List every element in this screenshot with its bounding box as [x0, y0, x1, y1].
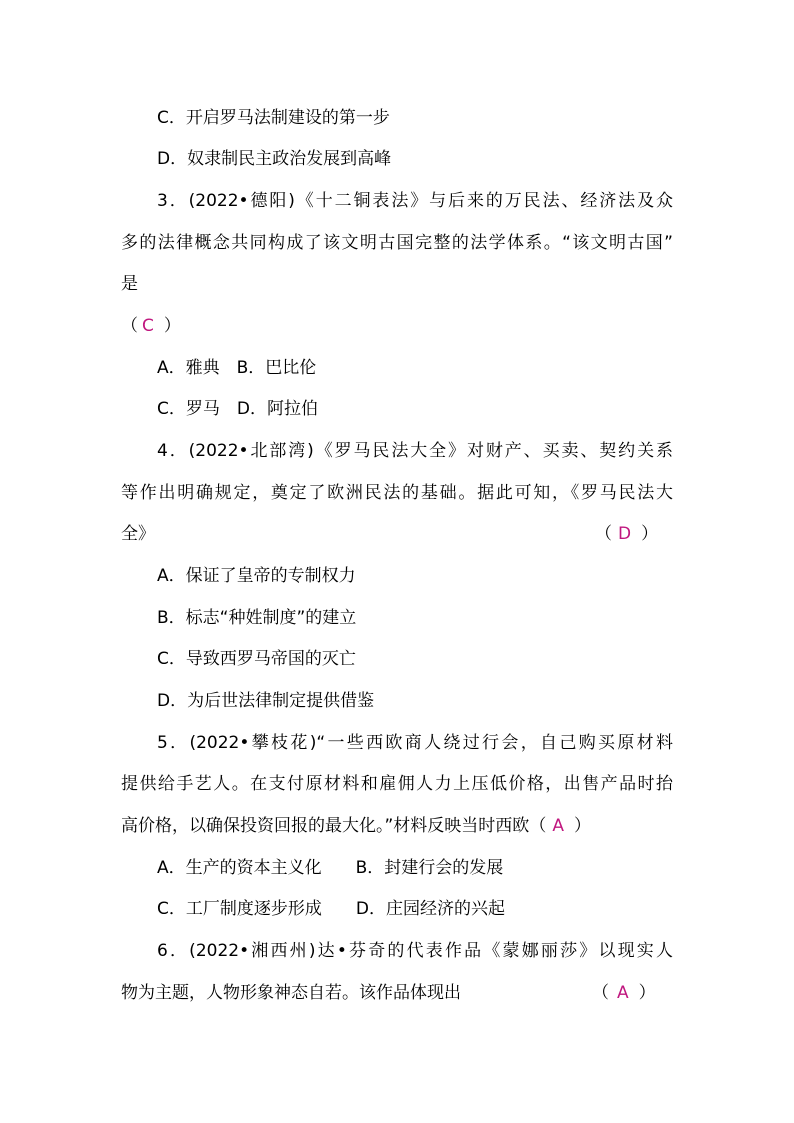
q4-option-c: C．导致西罗马帝国的灭亡: [157, 649, 356, 669]
q5-bracket-open: （: [529, 816, 547, 836]
q4-answer: D: [618, 524, 632, 544]
q4-bracket-open: （: [595, 524, 612, 544]
q4-option-a: A．保证了皇帝的专制权力: [157, 566, 356, 586]
q3-stem-line3: 是: [121, 274, 138, 294]
q5-options-cd: C．工厂制度逐步形成 D．庄园经济的兴起: [157, 899, 505, 919]
q4-option-b: B．标志“种姓制度”的建立: [157, 608, 357, 628]
q3-options-ab: A．雅典 B．巴比伦: [157, 358, 317, 378]
q5-stem-line3: [121, 814, 591, 838]
q4-stem-line3: 全》: [121, 524, 155, 544]
q5-stem-line3-text: 高价格，以确保投资回报的最大化。”材料反映当时西欧: [121, 816, 530, 836]
q6-stem-line1: 6．(2022•湘西州)达•芬奇的代表作品《蒙娜丽莎》以现实人: [157, 941, 673, 961]
q4-bracket-close: ）: [641, 524, 659, 544]
q5-options-ab: A．生产的资本主义化 B．封建行会的发展: [157, 858, 504, 878]
q5-answer: A: [552, 816, 564, 836]
q4-answer-bracket: [595, 522, 658, 546]
q3-stem-line1: 3．(2022•德阳)《十二铜表法》与后来的万民法、经济法及众: [157, 191, 673, 211]
q5-stem-line1: 5．(2022•攀枝花)“一些西欧商人绕过行会，自己购买原材料: [157, 733, 673, 753]
q4-stem-line2: 等作出明确规定，奠定了欧洲民法的基础。据此可知，《罗马民法大: [121, 483, 673, 503]
q4-option-d: D．为后世法律制定提供借鉴: [157, 691, 375, 711]
q3-bracket-close: ）: [163, 316, 181, 336]
q3-answer: C: [142, 316, 154, 336]
q3-bracket-open: （: [121, 316, 138, 336]
q3-answer-bracket: [121, 314, 181, 338]
q4-stem-line1: 4．(2022•北部湾)《罗马民法大全》对财产、买卖、契约关系: [157, 441, 673, 461]
q6-bracket-open: （: [592, 983, 609, 1003]
q2-option-d: D．奴隶制民主政治发展到高峰: [157, 149, 392, 169]
q6-answer-bracket: [592, 981, 656, 1005]
q6-bracket-close: ）: [638, 983, 656, 1003]
q3-stem-line2: 多的法律概念共同构成了该文明古国完整的法学体系。“该文明古国”: [121, 233, 673, 253]
q3-options-cd: C．罗马 D．阿拉伯: [157, 399, 318, 419]
q6-answer: A: [617, 983, 629, 1003]
q6-stem-line2: 物为主题，人物形象神态自若。该作品体现出: [121, 983, 461, 1003]
q5-bracket-close: ）: [573, 816, 591, 836]
q5-stem-line2: 提供给手艺人。在支付原材料和雇佣人力上压低价格，出售产品时抬: [121, 774, 673, 794]
q2-option-c: C．开启罗马法制建设的第一步: [157, 108, 390, 128]
